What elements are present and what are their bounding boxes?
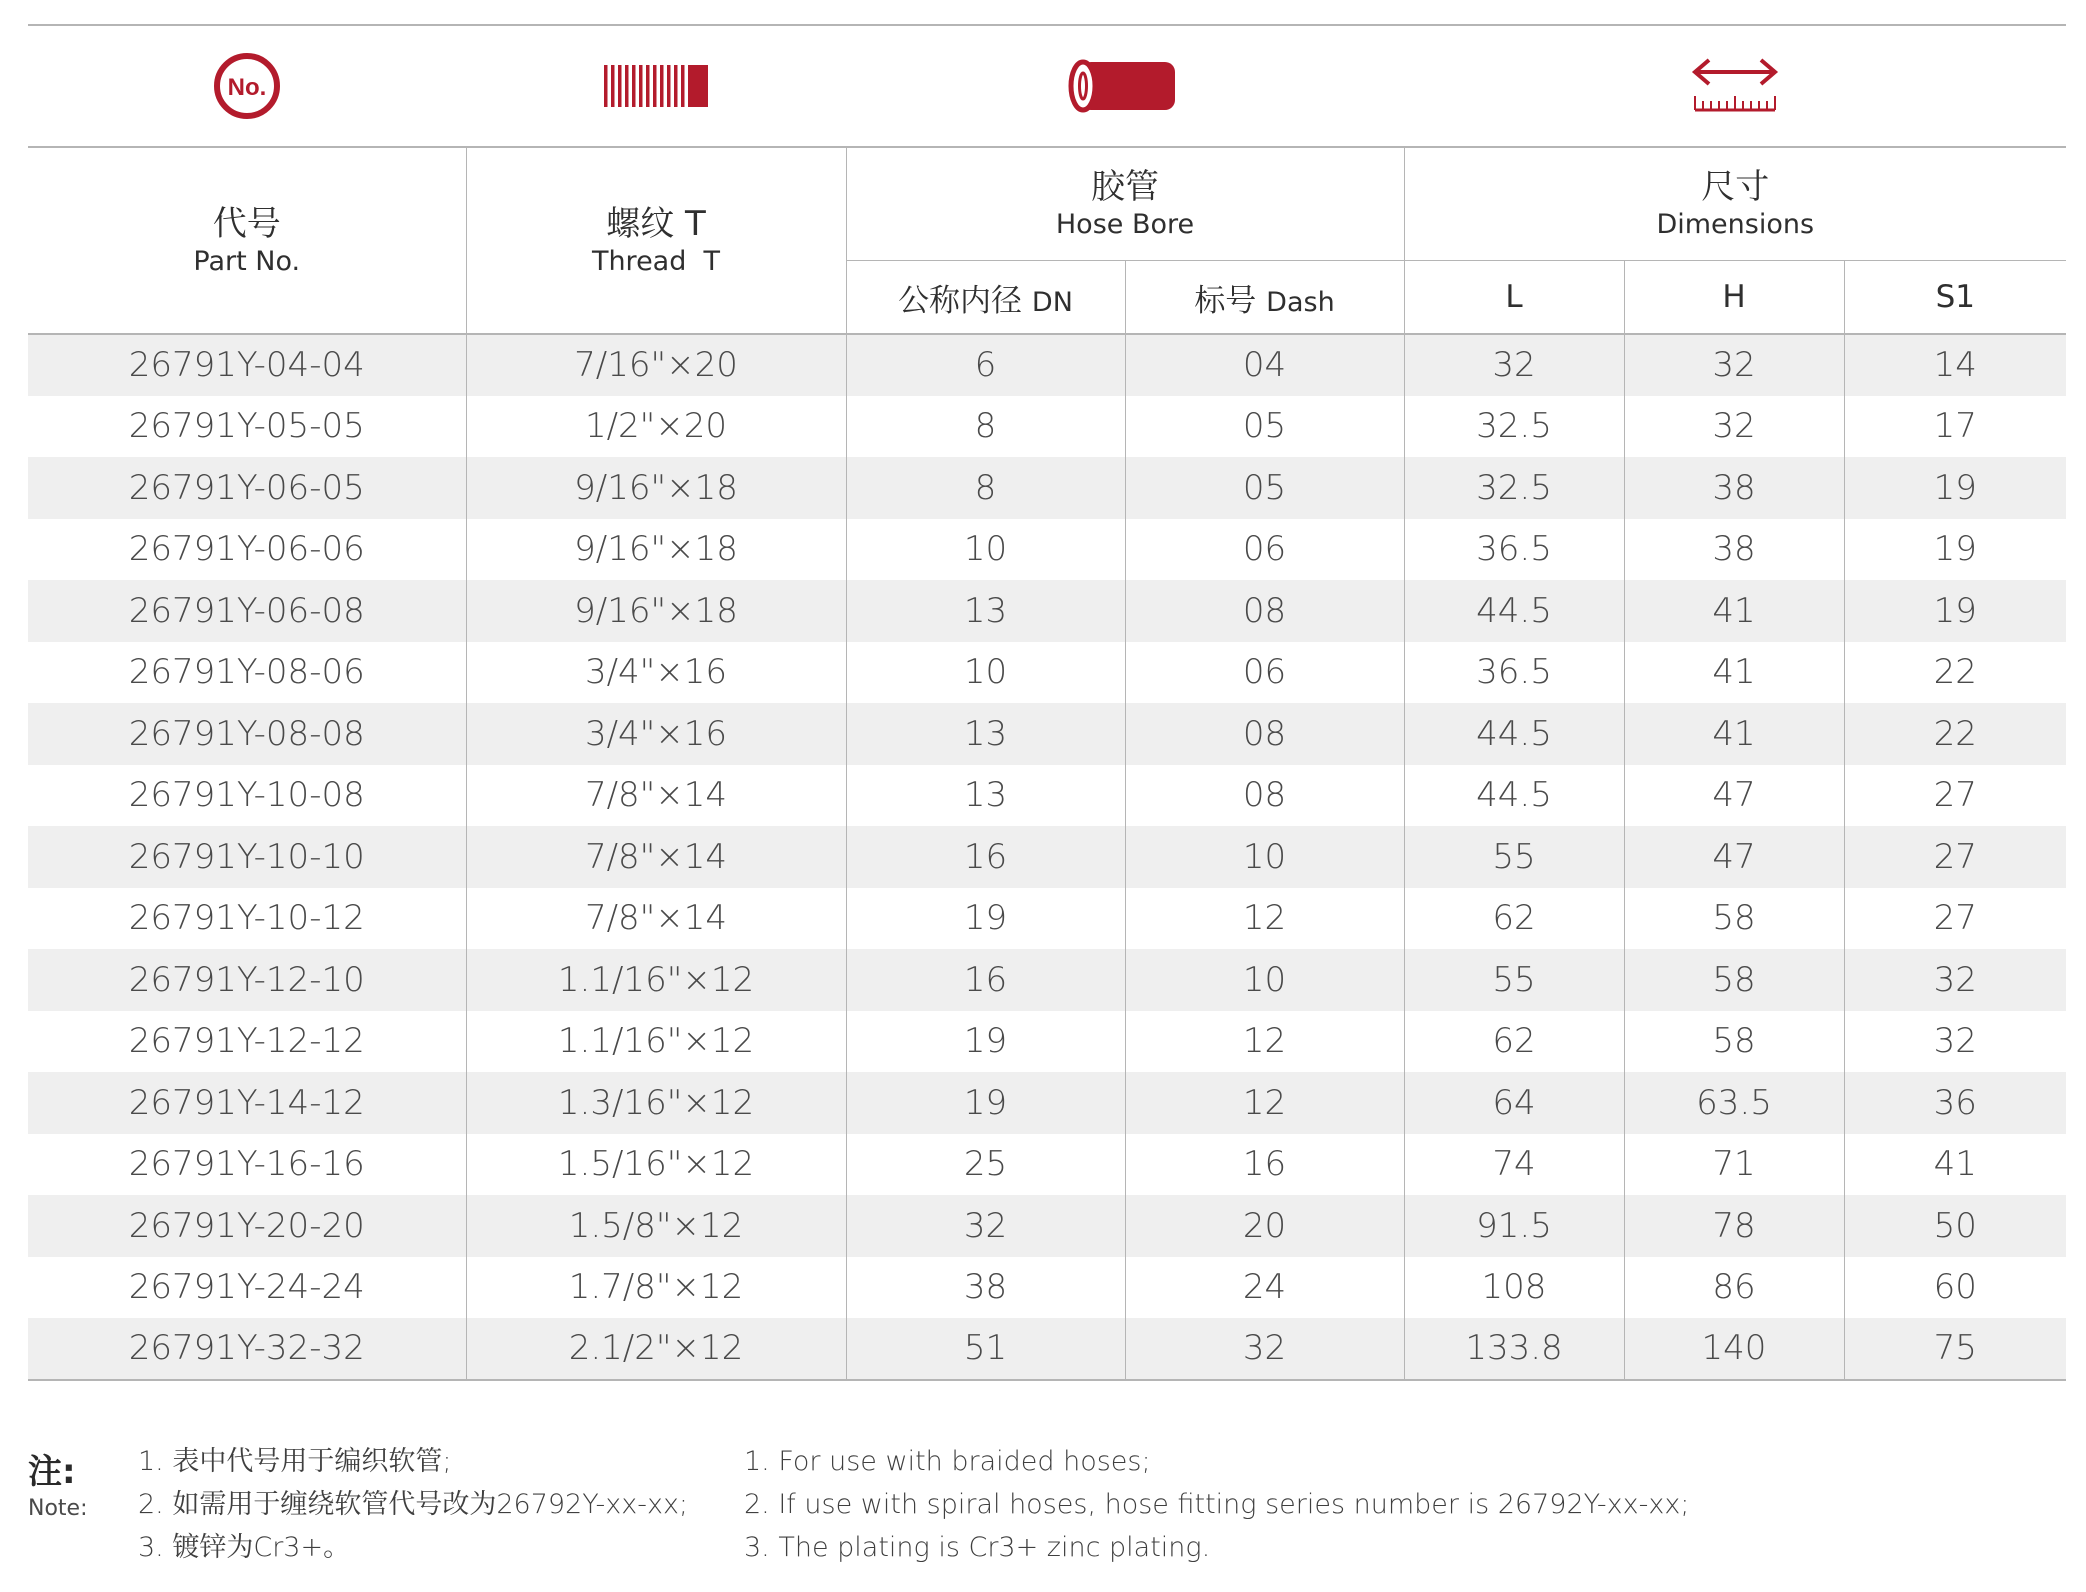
cell-s1: 27 — [1844, 765, 2066, 827]
cell-h: 58 — [1624, 888, 1844, 950]
table-row — [28, 1318, 2066, 1380]
cell-thread: 3/4"×16 — [466, 642, 846, 704]
cell-thread: 7/8"×14 — [466, 826, 846, 888]
cell-dash: 08 — [1125, 765, 1404, 827]
cell-s1: 27 — [1844, 888, 2066, 950]
notes-section — [28, 1430, 2058, 1570]
note-zh-item: 3. 镀锌为Cr3+。 — [138, 1532, 351, 1563]
cell-dash: 06 — [1125, 642, 1404, 704]
cell-dn: 10 — [846, 519, 1125, 581]
cell-part-no: 26791Y-10-12 — [128, 898, 365, 939]
cell-s1: 60 — [1844, 1257, 2066, 1319]
header-thread-zh: 螺纹 T — [606, 203, 706, 244]
cell-part-no: 26791Y-08-08 — [28, 703, 466, 765]
cell-h: 47 — [1624, 826, 1844, 888]
cell-l: 62 — [1404, 1011, 1624, 1073]
part-number-badge-icon — [28, 26, 466, 146]
table-row — [28, 1195, 2066, 1257]
cell-dash: 12 — [1125, 1072, 1404, 1134]
dimensions-icon — [1404, 26, 2066, 146]
header-dimensions — [1404, 147, 2066, 261]
cell-part-no: 26791Y-06-05 — [28, 457, 466, 519]
header-thread — [466, 147, 846, 334]
header-s1: S1 — [1844, 261, 2066, 335]
cell-h: 86 — [1624, 1257, 1844, 1319]
cell-l: 32.5 — [1404, 396, 1624, 458]
cell-part-no: 26791Y-16-16 — [128, 1144, 365, 1185]
cell-h: 78 — [1624, 1195, 1844, 1257]
cell-l: 44.5 — [1404, 703, 1624, 765]
cell-l: 133.8 — [1404, 1318, 1624, 1380]
table-row — [28, 519, 2066, 581]
header-hose-bore-zh: 胶管 — [1091, 167, 1159, 207]
cell-s1: 19 — [1844, 519, 2066, 581]
table-row — [28, 1134, 2066, 1196]
table-row — [28, 334, 2066, 396]
cell-s1: 17 — [1844, 396, 2066, 458]
cell-thread: 9/16"×18 — [466, 580, 846, 642]
table-row — [28, 703, 2066, 765]
cell-s1: 32 — [1844, 1011, 2066, 1073]
cell-dn: 6 — [846, 334, 1125, 396]
cell-thread: 3/4"×16 — [466, 703, 846, 765]
cell-h: 41 — [1624, 703, 1844, 765]
cell-part-no: 26791Y-10-10 — [28, 826, 466, 888]
cell-h: 38 — [1624, 519, 1844, 581]
header-dash-zh: 标号 — [1194, 282, 1257, 319]
table-row — [28, 949, 2066, 1011]
thread-icon — [466, 26, 846, 146]
cell-thread: 7/8"×14 — [466, 765, 846, 827]
note-zh-item: 2. 如需用于缠绕软管代号改为26792Y-xx-xx; — [138, 1489, 689, 1520]
cell-part-no: 26791Y-20-20 — [28, 1195, 466, 1257]
header-part-no-en: Part No. — [193, 245, 301, 277]
cell-h: 47 — [1624, 765, 1844, 827]
header-dn-en: DN — [1031, 286, 1073, 318]
note-label-en: Note: — [28, 1496, 88, 1521]
cell-thread: 1.3/16"×12 — [466, 1072, 846, 1134]
table-row — [28, 642, 2066, 704]
cell-dn: 38 — [846, 1257, 1125, 1319]
cell-thread: 7/16"×20 — [466, 334, 846, 396]
cell-s1: 75 — [1844, 1318, 2066, 1380]
note-zh-item: 1. 表中代号用于编织软管; — [138, 1446, 452, 1477]
cell-l: 32 — [1404, 334, 1624, 396]
table-row — [28, 1257, 2066, 1319]
cell-l: 55 — [1404, 826, 1624, 888]
cell-dn: 8 — [846, 396, 1125, 458]
cell-thread: 1/2"×20 — [466, 396, 846, 458]
cell-l: 64 — [1404, 1072, 1624, 1134]
cell-part-no: 26791Y-32-32 — [28, 1318, 466, 1380]
cell-h: 38 — [1624, 457, 1844, 519]
header-dimensions-en: Dimensions — [1656, 209, 1815, 240]
cell-thread: 1.5/16"×12 — [466, 1134, 846, 1196]
table-row — [28, 765, 2066, 827]
cell-l: 44.5 — [1404, 580, 1624, 642]
cell-l: 55 — [1404, 949, 1624, 1011]
cell-s1: 36 — [1844, 1072, 2066, 1134]
note-label-zh: 注: — [28, 1452, 76, 1492]
header-part-no-zh: 代号 — [212, 203, 281, 244]
cell-thread: 1.1/16"×12 — [466, 1011, 846, 1073]
table-row — [28, 826, 2066, 888]
cell-part-no: 26791Y-12-10 — [28, 949, 466, 1011]
cell-dash: 05 — [1125, 457, 1404, 519]
cell-h: 140 — [1624, 1318, 1844, 1380]
cell-h: 32 — [1624, 396, 1844, 458]
cell-l: 108 — [1404, 1257, 1624, 1319]
cell-l: 74 — [1404, 1134, 1624, 1196]
header-thread-en: Thread T — [591, 245, 721, 277]
header-l: L — [1404, 261, 1624, 335]
cell-part-no: 26791Y-06-06 — [128, 529, 365, 570]
cell-s1: 32 — [1844, 949, 2066, 1011]
table-row — [28, 580, 2066, 642]
cell-part-no: 26791Y-04-04 — [28, 334, 466, 396]
cell-dash: 24 — [1125, 1257, 1404, 1319]
cell-thread: 1.5/8"×12 — [466, 1195, 846, 1257]
header-dash-en: Dash — [1266, 286, 1335, 318]
cell-h: 32 — [1624, 334, 1844, 396]
cell-dn: 13 — [846, 703, 1125, 765]
cell-dn: 13 — [846, 765, 1125, 827]
cell-part-no: 26791Y-12-12 — [128, 1021, 365, 1062]
header-dn-zh: 公称内径 — [898, 282, 1023, 319]
icon-header-band — [28, 26, 2066, 146]
cell-l: 32.5 — [1404, 457, 1624, 519]
cell-part-no: 26791Y-10-08 — [128, 775, 365, 816]
table-body — [28, 334, 2066, 1380]
cell-h: 71 — [1624, 1134, 1844, 1196]
cell-s1: 22 — [1844, 703, 2066, 765]
cell-part-no: 26791Y-24-24 — [128, 1267, 365, 1308]
cell-thread: 7/8"×14 — [466, 888, 846, 950]
table-row — [28, 396, 2066, 458]
cell-s1: 27 — [1844, 826, 2066, 888]
cell-l: 36.5 — [1404, 519, 1624, 581]
cell-dash: 16 — [1125, 1134, 1404, 1196]
note-en-item: 3. The plating is Cr3+ zinc plating. — [744, 1532, 1211, 1563]
cell-dash: 08 — [1125, 703, 1404, 765]
table-row — [28, 457, 2066, 519]
cell-l: 91.5 — [1404, 1195, 1624, 1257]
notes-zh-list — [138, 1440, 688, 1569]
cell-thread: 2.1/2"×12 — [466, 1318, 846, 1380]
header-hose-bore — [846, 147, 1404, 261]
cell-dn: 32 — [846, 1195, 1125, 1257]
note-en-item: 1. For use with braided hoses; — [744, 1446, 1151, 1477]
header-dimensions-zh: 尺寸 — [1701, 167, 1770, 207]
cell-s1: 19 — [1844, 457, 2066, 519]
cell-h: 63.5 — [1624, 1072, 1844, 1134]
cell-dn: 16 — [846, 949, 1125, 1011]
no-badge-text: No. — [227, 74, 267, 101]
cell-thread: 9/16"×18 — [466, 519, 846, 581]
header-dash — [1125, 261, 1404, 335]
cell-dash: 08 — [1125, 580, 1404, 642]
cell-dash: 05 — [1125, 396, 1404, 458]
table-row — [28, 888, 2066, 950]
cell-dash: 04 — [1125, 334, 1404, 396]
cell-l: 62 — [1404, 888, 1624, 950]
cell-part-no: 26791Y-05-05 — [128, 406, 365, 447]
cell-dash: 10 — [1125, 826, 1404, 888]
header-dn — [846, 261, 1125, 335]
header-h: H — [1624, 261, 1844, 335]
cell-h: 41 — [1624, 642, 1844, 704]
cell-part-no: 26791Y-06-08 — [28, 580, 466, 642]
cell-dash: 12 — [1125, 1011, 1404, 1073]
note-en-item: 2. If use with spiral hoses, hose fitting series number is 26792Y-xx-xx; — [744, 1489, 1690, 1520]
cell-dn: 10 — [846, 642, 1125, 704]
cell-dn: 51 — [846, 1318, 1125, 1380]
cell-dn: 8 — [846, 457, 1125, 519]
cell-dash: 32 — [1125, 1318, 1404, 1380]
cell-h: 58 — [1624, 1011, 1844, 1073]
cell-thread: 1.7/8"×12 — [466, 1257, 846, 1319]
cell-thread: 9/16"×18 — [466, 457, 846, 519]
cell-dn: 25 — [846, 1134, 1125, 1196]
header-hose-bore-en: Hose Bore — [1055, 209, 1195, 240]
cell-dash: 06 — [1125, 519, 1404, 581]
cell-dn: 19 — [846, 888, 1125, 950]
cell-h: 41 — [1624, 580, 1844, 642]
cell-part-no: 26791Y-08-06 — [128, 652, 365, 693]
cell-part-no: 26791Y-14-12 — [28, 1072, 466, 1134]
cell-l: 44.5 — [1404, 765, 1624, 827]
cell-s1: 41 — [1844, 1134, 2066, 1196]
cell-h: 58 — [1624, 949, 1844, 1011]
table-row — [28, 1072, 2066, 1134]
notes-en-list — [744, 1440, 1689, 1569]
cell-dash: 20 — [1125, 1195, 1404, 1257]
cell-dash: 10 — [1125, 949, 1404, 1011]
cell-dn: 16 — [846, 826, 1125, 888]
cell-dn: 19 — [846, 1072, 1125, 1134]
cell-s1: 22 — [1844, 642, 2066, 704]
cell-thread: 1.1/16"×12 — [466, 949, 846, 1011]
cell-s1: 14 — [1844, 334, 2066, 396]
cell-dash: 12 — [1125, 888, 1404, 950]
table-row — [28, 1011, 2066, 1073]
cell-dn: 19 — [846, 1011, 1125, 1073]
cell-dn: 13 — [846, 580, 1125, 642]
header-part-no — [28, 147, 466, 334]
cell-s1: 50 — [1844, 1195, 2066, 1257]
cell-s1: 19 — [1844, 580, 2066, 642]
hose-bore-icon — [846, 26, 1404, 146]
cell-l: 36.5 — [1404, 642, 1624, 704]
spec-table — [28, 146, 2066, 1381]
